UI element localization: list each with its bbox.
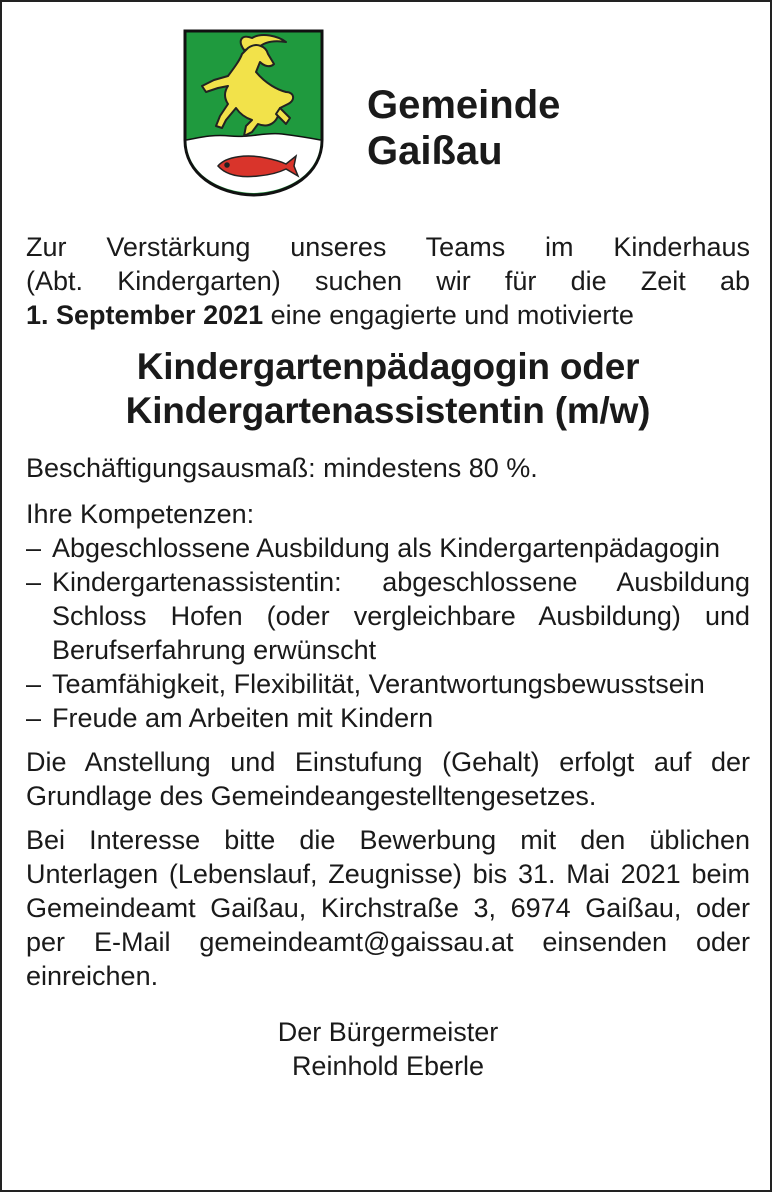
municipality-line-2: Gaißau	[367, 129, 503, 173]
position-title-line-1: Kindergartenpädagogin oder	[136, 346, 640, 387]
signature	[26, 1015, 750, 1083]
intro-line-2: (Abt. Kindergarten) suchen wir für die Zeit ab	[26, 266, 750, 296]
signature-name: Reinhold Eberle	[291, 1051, 485, 1081]
competence-text: Abgeschlossene Ausbildung als Kindergartenpädagogin	[52, 533, 720, 563]
municipality-name	[367, 82, 560, 174]
employment-extent: Beschäftigungsausmaß: mindestens 80 %.	[26, 453, 538, 483]
intro-paragraph	[26, 230, 750, 332]
intro-line-1: Zur Verstärkung unseres Teams im Kinderhaus	[26, 232, 750, 262]
start-date: 1. September 2021	[26, 300, 264, 330]
competence-item	[26, 531, 750, 565]
competence-item	[26, 565, 750, 667]
application-instructions: Bei Interesse bitte die Bewerbung mit den üblichen Unterlagen (Lebenslauf, Zeugnisse) bis 31. Mai 2021 beim Gemeindeamt Gaißau, Kirchstraße 3, 6974 Gaißau, oder per E-Mail gemeindeamt@gaissau.at einsenden oder einreichen.	[26, 825, 750, 991]
dash: –	[26, 703, 42, 733]
position-title-line-2: Kindergartenassistentin (m/w)	[125, 390, 651, 431]
municipality-line-1: Gemeinde	[367, 83, 561, 127]
intro-line-3-rest: eine engagierte und motivierte	[263, 300, 634, 330]
ad-body	[26, 230, 750, 1083]
dash: –	[26, 669, 42, 699]
intro-line-3	[26, 298, 750, 332]
competence-text: Teamfähigkeit, Flexibilität, Verantwortungsbewusstsein	[52, 669, 705, 699]
competence-text: Kindergartenassistentin: abgeschlossene Ausbildung Schloss Hofen (oder vergleichbare Ausbildung) und Berufserfahrung erwünscht	[52, 567, 750, 665]
competence-item	[26, 667, 750, 701]
competence-item	[26, 701, 750, 735]
dash: –	[26, 533, 42, 563]
competence-text: Freude am Arbeiten mit Kindern	[52, 703, 434, 733]
dash: –	[26, 567, 42, 597]
employment-terms: Die Anstellung und Einstufung (Gehalt) erfolgt auf der Grundlage des Gemeindeangestelltengesetzes.	[26, 747, 750, 811]
position-title	[26, 345, 750, 433]
signature-role: Der Bürgermeister	[277, 1017, 499, 1047]
competences-heading: Ihre Kompetenzen:	[26, 499, 255, 529]
coat-of-arms-icon	[182, 28, 325, 198]
competences-list	[26, 531, 750, 735]
